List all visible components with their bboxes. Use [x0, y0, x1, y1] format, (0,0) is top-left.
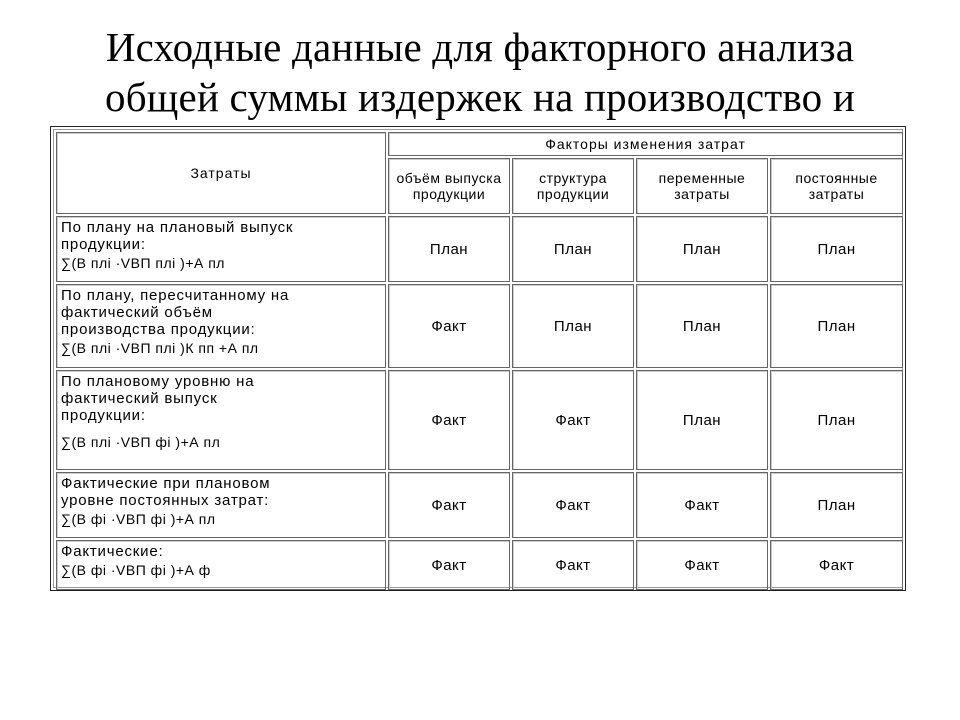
- factor-analysis-table: [54, 130, 905, 592]
- row-formula: ∑(В плi ·VBП плi )К пп +А пл: [61, 340, 259, 356]
- header-col-volume: объём выпуска продукции: [388, 158, 510, 214]
- row-label-line: продукции:: [61, 407, 146, 424]
- table-row: [56, 540, 903, 590]
- header-factors: Факторы изменения затрат: [388, 132, 903, 156]
- cell-structure: Факт: [512, 472, 634, 538]
- cell-fixed: План: [770, 472, 903, 538]
- cell-fixed: План: [770, 370, 903, 470]
- row-label-line: производства продукции:: [61, 321, 256, 338]
- row-label-line: Фактические:: [61, 543, 164, 560]
- row-label-line: По плановому уровню на: [61, 373, 255, 390]
- table-row: [56, 284, 903, 368]
- row-formula: ∑(В фi ·VBП фi )+А пл: [61, 511, 216, 527]
- factor-table-frame: [50, 126, 906, 591]
- cell-fixed: План: [770, 284, 903, 368]
- cell-volume: Факт: [388, 284, 510, 368]
- cell-structure: План: [512, 216, 634, 282]
- cell-variable: План: [636, 370, 768, 470]
- row-label-line: Фактические при плановом: [61, 475, 271, 492]
- row-formula: ∑(В плi ·VBП фi )+А пл: [61, 434, 221, 450]
- title-line-2: общей суммы издержек на производство и: [105, 74, 855, 120]
- cell-volume: Факт: [388, 540, 510, 590]
- title-line-1: Исходные данные для факторного анализа: [105, 24, 855, 70]
- cell-variable: План: [636, 216, 768, 282]
- row-formula: ∑(В плi ·VBП плi )+А пл: [61, 255, 225, 271]
- row-label-line: По плану, пересчитанному на: [61, 287, 290, 304]
- table-row: [56, 216, 903, 282]
- row-label: [56, 472, 386, 538]
- row-label: [56, 284, 386, 368]
- header-col-variable: переменные затраты: [636, 158, 768, 214]
- table-row: [56, 472, 903, 538]
- cell-structure: Факт: [512, 540, 634, 590]
- row-label: [56, 540, 386, 590]
- cell-fixed: Факт: [770, 540, 903, 590]
- header-col-structure: структура продукции: [512, 158, 634, 214]
- cell-structure: План: [512, 284, 634, 368]
- row-label-line: фактический объём: [61, 304, 213, 321]
- row-label: [56, 216, 386, 282]
- cell-variable: Факт: [636, 540, 768, 590]
- cell-structure: Факт: [512, 370, 634, 470]
- header-col-fixed: постоянные затраты: [770, 158, 903, 214]
- cell-volume: Факт: [388, 370, 510, 470]
- slide-title: [0, 22, 960, 122]
- cell-volume: План: [388, 216, 510, 282]
- row-label: [56, 370, 386, 470]
- row-label-line: уровне постоянных затрат:: [61, 492, 270, 509]
- table-row: [56, 370, 903, 470]
- header-costs: Затраты: [56, 132, 386, 214]
- row-formula: ∑(В фi ·VBП фi )+А ф: [61, 562, 211, 578]
- cell-variable: План: [636, 284, 768, 368]
- row-label-line: продукции:: [61, 236, 146, 253]
- cell-variable: Факт: [636, 472, 768, 538]
- cell-volume: Факт: [388, 472, 510, 538]
- row-label-line: фактический выпуск: [61, 390, 218, 407]
- cell-fixed: План: [770, 216, 903, 282]
- row-label-line: По плану на плановый выпуск: [61, 219, 294, 236]
